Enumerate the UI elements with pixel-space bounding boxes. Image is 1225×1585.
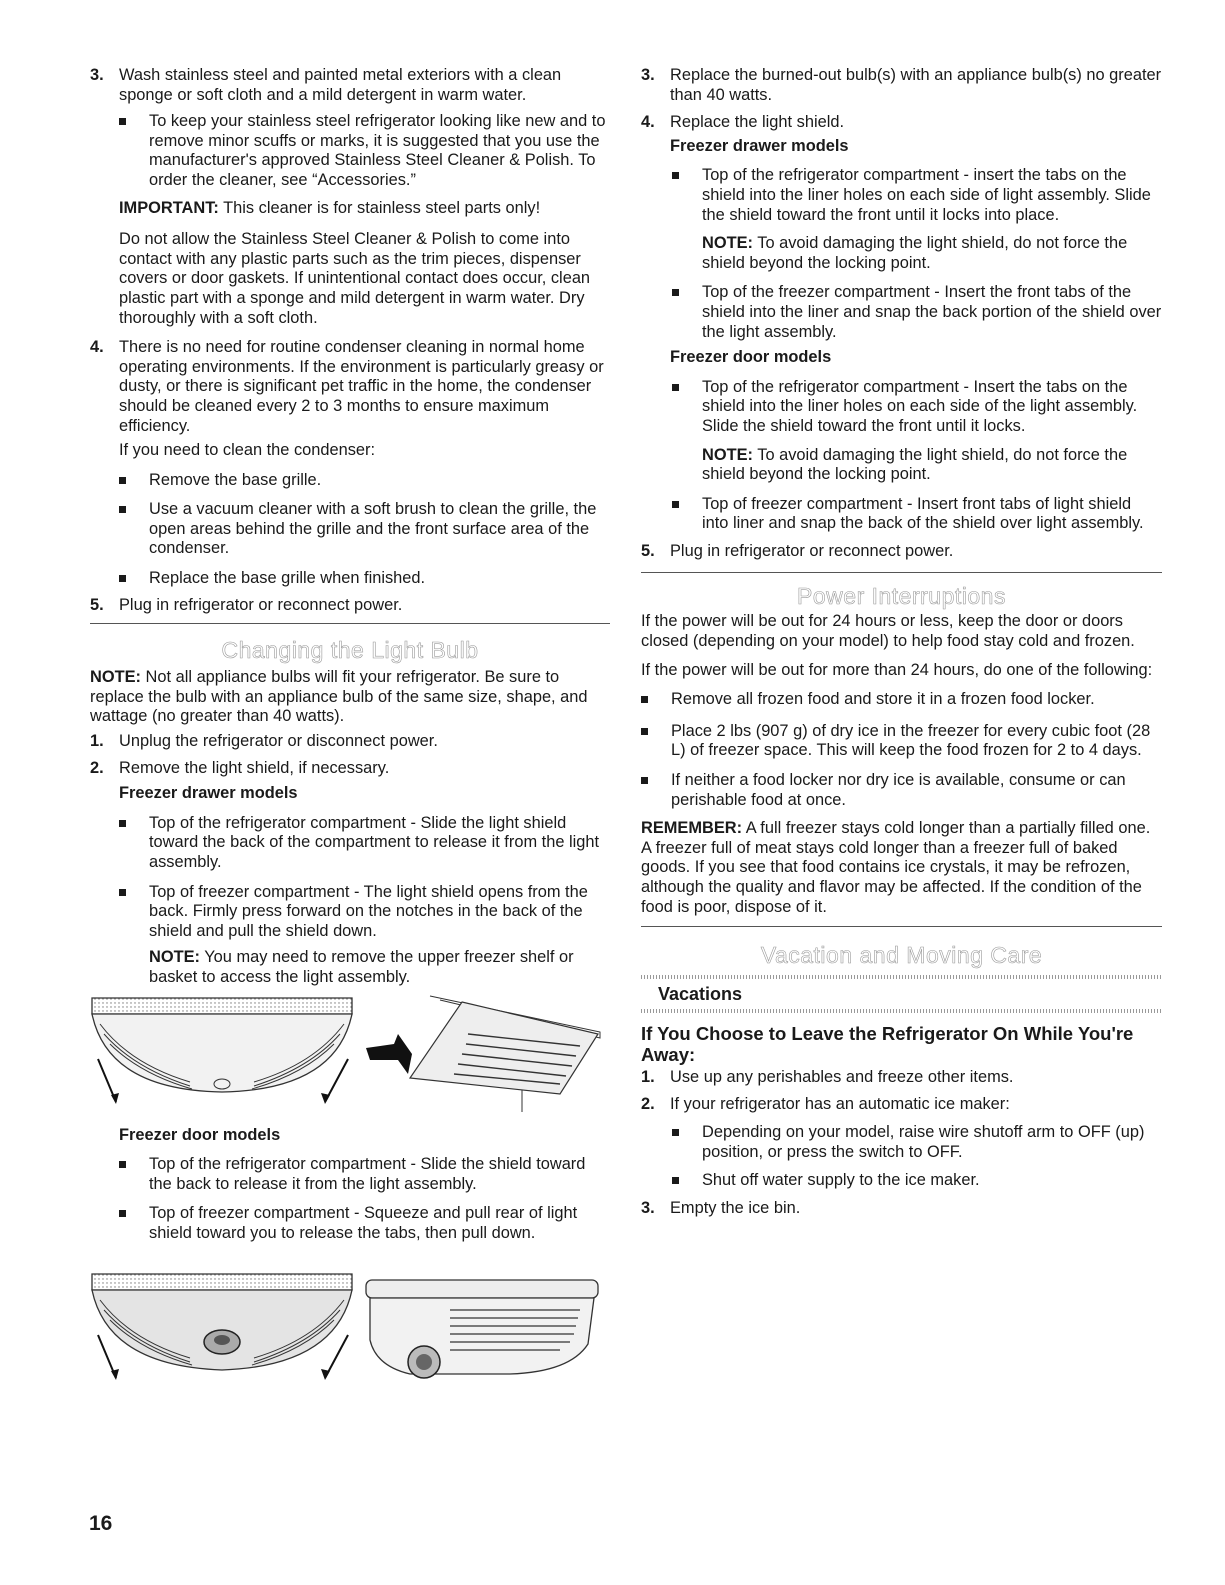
list-item: 3. Empty the ice bin. — [641, 1198, 801, 1217]
section-title: Power Interruptions — [797, 583, 1006, 610]
important-note: IMPORTANT: This cleaner is for stainless steel parts only! — [119, 198, 541, 217]
bullet-item: Remove the base grille. — [90, 471, 610, 491]
list-item: 4. There is no need for routine condenser cleaning in normal home operating environments. If the environment is particularly greasy or dusty, or there is significant pet traffic in the home, the condenser should be cleaned every 2 to 3 months to ensure maximum efficiency. — [90, 338, 604, 435]
bullet-item: Top of the refrigerator compartment - Slide the light shield toward the back of the compartment to release it from the light assembly. — [90, 814, 610, 873]
bullet-item: Shut off water supply to the ice maker. — [641, 1171, 1162, 1191]
light-shield-illustration-door — [90, 1270, 610, 1388]
note: NOTE: Not all appliance bulbs will fit your refrigerator. Be sure to replace the bulb with an appliance bulb of the same size, shape, and wattage (no greater than 40 watts). — [90, 668, 588, 726]
bullet-item: Top of the freezer compartment - Insert the front tabs of the shield into the liner and snap the back portion of the shield over the light assembly. — [641, 283, 1162, 342]
list-item: 3. Wash stainless steel and painted metal exteriors with a clean sponge or soft cloth and a mild detergent in warm water. — [90, 66, 562, 104]
bullet-item: Remove all frozen food and store it in a frozen food locker. — [641, 690, 1162, 710]
paragraph: Do not allow the Stainless Steel Cleaner & Polish to come into contact with any plastic parts such as the trim pieces, dispenser covers or door gaskets. If unintentional contact does occur, clean plastic part with a sponge and mild detergent in warm water. Dry thoroughly with a soft cloth. — [119, 230, 591, 327]
list-item: 1. Use up any perishables and freeze other items. — [641, 1067, 1014, 1086]
remember-note: REMEMBER: A full freezer stays cold longer than a partially filled one. A freezer full of meat stays cold longer than a freezer full of baked goods. If you see that food contains ice crystals, it may be refrozen, although the quality and flavor may be affected. If the condition of the food is poor, dispose of it. — [641, 819, 1151, 916]
bullet-item: Top of the refrigerator compartment - insert the tabs on the shield into the liner holes on each side of light assembly. Slide the shield toward the front until it locks into place. — [641, 166, 1162, 225]
bullet-item: Replace the base grille when finished. — [90, 569, 610, 589]
dotted-rule — [641, 1009, 1162, 1013]
list-item: 2. Remove the light shield, if necessary. — [90, 758, 390, 777]
subheading: Freezer door models — [670, 348, 832, 367]
list-item: 3. Replace the burned-out bulb(s) with an appliance bulb(s) no greater than 40 watts. — [641, 66, 1162, 104]
bullet-item: If neither a food locker nor dry ice is available, consume or can perishable food at once. — [641, 771, 1162, 810]
divider — [641, 572, 1162, 573]
dotted-rule — [641, 975, 1162, 979]
bullet-item: Top of freezer compartment - The light shield opens from the back. Firmly press forward on the notches in the back of the shield and pull the shield down. — [90, 883, 610, 942]
bullet-item: Top of the refrigerator compartment - Insert the tabs on the shield into the liner holes on each side of the light assembly. Slide the shield toward the front until it locks. — [641, 378, 1162, 437]
section-title: Changing the Light Bulb — [221, 637, 479, 664]
bullet-item: Top of freezer compartment - Insert front tabs of light shield into liner and snap the back of the shield over light assembly. — [641, 495, 1162, 534]
subheading-vacations: Vacations — [658, 984, 743, 1005]
bullet-item: Top of the refrigerator compartment - Slide the shield toward the back to release it from the light assembly. — [90, 1155, 610, 1194]
divider — [90, 623, 610, 624]
bullet-item: To keep your stainless steel refrigerator looking like new and to remove minor scuffs or marks, it is suggested that you use the manufacturer's approved Stainless Steel Cleaner & Polish. To order the cleaner, see “Accessories.” — [90, 112, 610, 190]
paragraph: If you need to clean the condenser: — [119, 441, 376, 460]
note: NOTE: To avoid damaging the light shield, do not force the shield beyond the locking point. — [702, 234, 1128, 272]
subheading: Freezer door models — [119, 1125, 281, 1144]
right-column — [641, 66, 1162, 1218]
list-item: 1. Unplug the refrigerator or disconnect power. — [90, 732, 438, 751]
section-title: Vacation and Moving Care — [760, 942, 1043, 969]
list-item: 4. Replace the light shield. — [641, 113, 845, 132]
subheading: Freezer drawer models — [670, 136, 849, 155]
paragraph: If the power will be out for more than 24 hours, do one of the following: — [641, 660, 1153, 679]
divider — [641, 926, 1162, 927]
list-item: 2. If your refrigerator has an automatic ice maker: — [641, 1095, 1010, 1114]
bullet-item: Place 2 lbs (907 g) of dry ice in the freezer for every cubic foot (28 L) of freezer space. This will keep the food frozen for 2 to 4 days. — [641, 722, 1162, 761]
light-shield-illustration-drawer — [90, 994, 610, 1114]
away-heading: If You Choose to Leave the Refrigerator On While You're Away: — [641, 1022, 1134, 1065]
page-number: 16 — [89, 1512, 113, 1535]
list-item: 5. Plug in refrigerator or reconnect power. — [90, 595, 403, 614]
bullet-item: Depending on your model, raise wire shutoff arm to OFF (up) position, or press the switch to OFF. — [641, 1123, 1162, 1162]
note: NOTE: You may need to remove the upper freezer shelf or basket to access the light assembly. — [149, 948, 574, 986]
bullet-item: Use a vacuum cleaner with a soft brush to clean the grille, the open areas behind the grille and the front surface area of the condenser. — [90, 500, 610, 559]
list-item: 5. Plug in refrigerator or reconnect power. — [641, 541, 954, 560]
note: NOTE: To avoid damaging the light shield, do not force the shield beyond the locking point. — [702, 445, 1128, 484]
paragraph: If the power will be out for 24 hours or less, keep the door or doors closed (depending on your model) to help food stay cold and frozen. — [641, 612, 1135, 651]
bullet-item: Top of freezer compartment - Squeeze and pull rear of light shield toward you to release the tabs, then pull down. — [90, 1204, 610, 1243]
subheading: Freezer drawer models — [119, 784, 298, 803]
